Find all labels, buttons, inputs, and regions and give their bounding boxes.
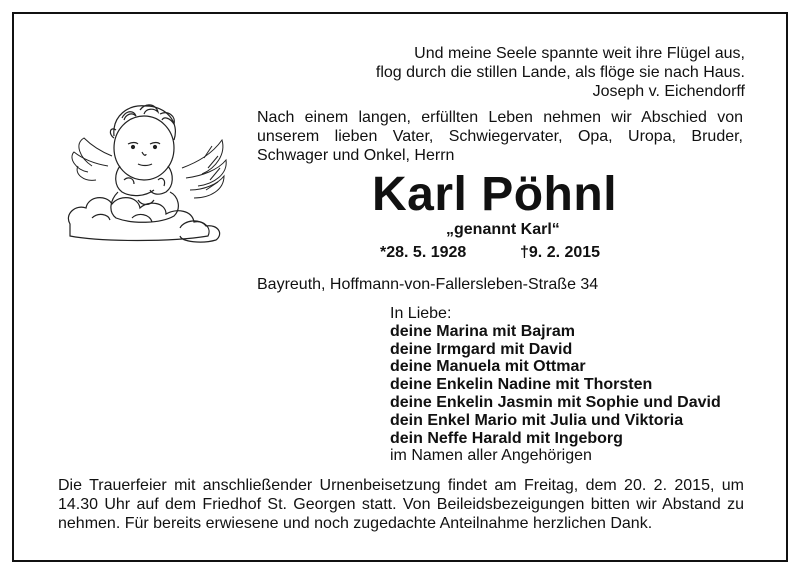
mourners-list	[390, 305, 721, 465]
mourner: deine Marina mit Bajram	[390, 322, 575, 340]
mourner: dein Neffe Harald mit Ingeborg	[390, 429, 623, 447]
mourners-footer: im Namen aller Angehörigen	[390, 447, 592, 465]
birth-date: *28. 5. 1928	[380, 244, 467, 261]
poem-line-1: Und meine Seele spannte weit ihre Flügel aus,	[414, 45, 745, 62]
angel-icon	[62, 96, 232, 246]
poem-author: Joseph v. Eichendorff	[592, 83, 745, 100]
mourner: deine Enkelin Nadine mit Thorsten	[390, 376, 653, 394]
address: Bayreuth, Hoffmann-von-Fallersleben-Straße 34	[257, 276, 599, 293]
poem	[376, 44, 745, 101]
mourner: deine Enkelin Jasmin mit Sophie und David	[390, 393, 721, 411]
mourners-heading: In Liebe:	[390, 305, 452, 322]
death-date: †9. 2. 2015	[520, 244, 601, 261]
mourner: deine Irmgard mit David	[390, 340, 573, 358]
mourner: dein Enkel Mario mit Julia und Viktoria	[390, 411, 684, 429]
intro-text: Nach einem langen, erfüllten Leben nehmen wir Abschied von unserem lieben Vater, Schwiegervater, Opa, Uropa, Bruder, Schwager und Onkel, Herrn	[257, 109, 743, 164]
poem-line-2: flog durch die stillen Lande, als flöge sie nach Haus.	[375, 64, 745, 81]
funeral-notice: Die Trauerfeier mit anschließender Urnenbeisetzung findet am Freitag, dem 20. 2. 2015, um 14.30 Uhr auf dem Friedhof St. Georgen statt. Von Beileidsbezeigungen bitten wir Abstand zu nehmen. Für bereits erwiesene und noch zugedachte Anteilnahme herzlichen Dank.	[58, 477, 744, 532]
deceased-name: Karl Pöhnl	[372, 168, 618, 221]
deceased-nickname: „genannt Karl“	[446, 221, 560, 238]
mourner: deine Manuela mit Ottmar	[390, 358, 586, 376]
